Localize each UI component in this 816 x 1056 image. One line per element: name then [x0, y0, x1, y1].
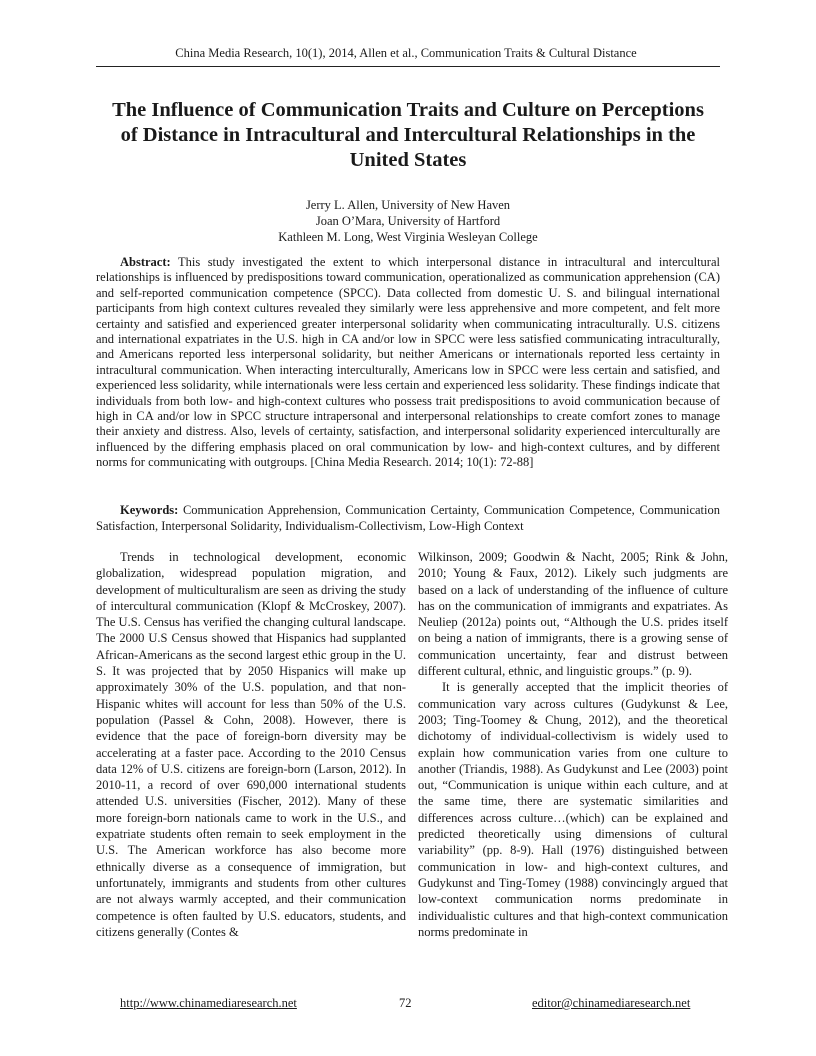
- author-line: Jerry L. Allen, University of New Haven: [305, 198, 511, 212]
- title-line: The Influence of Communication Traits and Culture on Perceptions: [112, 99, 704, 121]
- title-line: of Distance in Intracultural and Intercultural Relationships in the: [120, 124, 696, 146]
- author-line: Kathleen M. Long, West Virginia Wesleyan College: [278, 230, 538, 244]
- body-column-left: [96, 549, 406, 940]
- abstract-label: Abstract:: [120, 255, 171, 269]
- header-divider: [96, 66, 720, 67]
- editor-email-link[interactable]: editor@chinamediaresearch.net: [532, 996, 691, 1010]
- author-line: Joan O’Mara, University of Hartford: [315, 214, 501, 228]
- abstract: [96, 255, 720, 471]
- keywords-text: Communication Apprehension, Communication Certainty, Communication Competence, Communication Satisfaction, Interpersonal Solidarity, Individualism-Collectivism, Low-High Context: [96, 503, 720, 533]
- page-number: 72: [399, 996, 412, 1010]
- title-line: United States: [349, 149, 467, 171]
- author-list: [96, 197, 720, 245]
- body-paragraph: It is generally accepted that the implicit theories of communication vary across cultures (Gudykunst & Lee, 2003; Ting-Toomey & Chung, 2012), and the theoretical dichotomy of individual-collectivism is widely used to explain how communication varies from one culture to another (Triandis, 1988). As Gudykunst and Lee (2003) point out, “Communication is unique within each culture, and at the same time, there are systematic similarities and differences across culture…(which) can be explained and predicted theoretically using dimensions of cultural variability” (pp. 8-9). Hall (1976) distinguished between communication in low- and high-context cultures, and Gudykunst and Ting-Tomey (1988) convincingly argued that low-context communication norms predominate in individualistic cultures and that high-context communication norms predominate in: [418, 680, 728, 939]
- keywords: [96, 503, 720, 534]
- body-paragraph: Wilkinson, 2009; Goodwin & Nacht, 2005; Rink & John, 2010; Young & Faux, 2012). Likely such judgments are based on a lack of understanding of the influence of culture has on the communication of immigrants and expatriates. As Neuliep (2012a) points out, “Although the U.S. prides itself on being a nation of immigrants, there is a growing sense of communication uncertainty, fear and distrust between different cultural, ethnic, and linguistic groups.” (p. 9).: [418, 550, 728, 679]
- journal-url-link[interactable]: http://www.chinamediaresearch.net: [120, 996, 297, 1010]
- page-footer: [96, 996, 720, 1012]
- article-title: [90, 98, 726, 173]
- keywords-label: Keywords:: [120, 503, 179, 517]
- running-header: China Media Research, 10(1), 2014, Allen et al., Communication Traits & Cultural Distance: [175, 46, 637, 60]
- body-column-right: [418, 549, 728, 940]
- body-paragraph: Trends in technological development, economic globalization, widespread population migration, and development of multiculturalism are seen as driving the study of intercultural communication (Klopf & McCroskey, 2007). The U.S. Census has verified the changing cultural landscape. The 2000 U.S Census showed that Hispanics had supplanted African-Americans as the second largest ethic group in the U. S. It was projected that by 2050 Hispanics will make up approximately 30% of the U.S. population, and that non-Hispanic whites will account for less than 50% of the U.S. population (Passel & Cohn, 2008). However, there is evidence that the pace of foreign-born diversity may be accelerating at a faster pace. According to the 2010 Census data 12% of U.S. citizens are foreign-born (Larson, 2012). In 2010-11, a record of over 690,000 international students attended U.S. universities (Fischer, 2012). Many of these more foreign-born nationals came to work in the U.S., and expatriate students often remain to seek employment in the U.S. The American workforce has also become more ethnically diverse as a consequence of immigration, but unfortunately, immigrants and students from other cultures are not always warmly accepted, and their communication competence is often faulted by U.S. educators, students, and citizens generally (Contes &: [96, 550, 406, 939]
- abstract-text: This study investigated the extent to which interpersonal distance in intracultural and intercultural relationships is influenced by predispositions toward communication, operationalized as communication apprehension (CA) and self-reported communication competence (SPCC). Data collected from domestic U. S. and bilingual international participants from high context cultures revealed they similarly were less apprehensive and more competent, and felt more certainty and satisfied and experienced greater interpersonal solidarity when communicating intraculturally. U.S. citizens and international expatriates in the U.S. high in CA and/or low in SPCC were less satisfied communicating intraculturally, and Americans reported less interpersonal solidarity, but neither Americans or internationals reported less certainty in intracultural communication. When interacting interculturally, Americans low in SPCC were less certain and satisfied, and experienced less solidarity, while internationals were less certain and experienced less solidarity. These findings indicate that individuals from both low- and high-context cultures who possess trait predispositions to avoid communication because of high in CA and/or low in SPCC structure intrapersonal and interpersonal relationships to create comfort zones to manage their anxiety and distress. Also, levels of certainty, satisfaction, and interpersonal solidarity experienced interculturally are influenced by the differing emphasis placed on oral communication by low- and high-context cultures, and by different norms for communicating with outgroups. [China Media Research. 2014; 10(1): 72-88]: [96, 255, 720, 470]
